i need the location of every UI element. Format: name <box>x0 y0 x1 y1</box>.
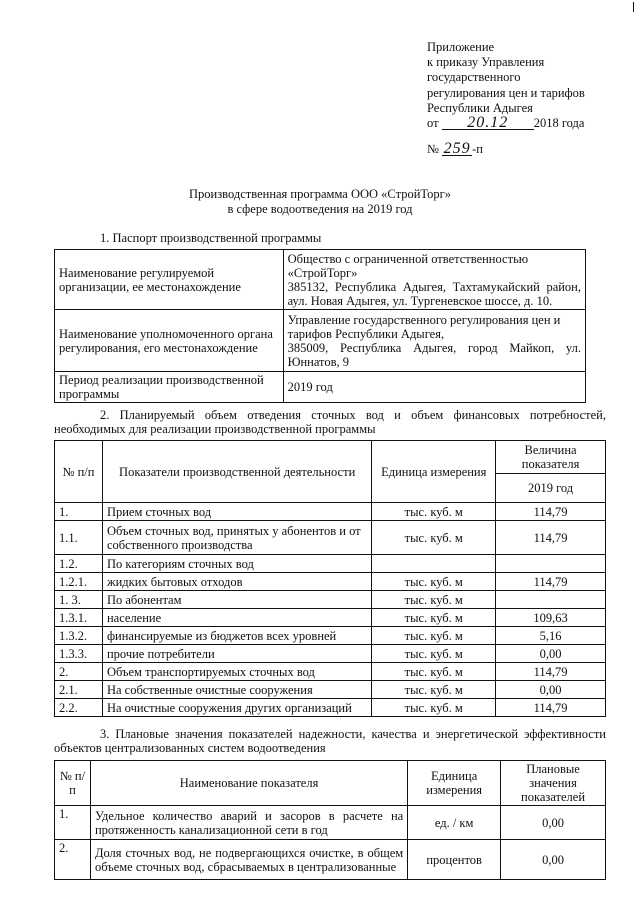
row-indicator: население <box>102 609 371 627</box>
header-indicator: Показатели производственной деятельности <box>102 441 371 503</box>
row-num: 1. <box>55 503 103 521</box>
header-name: Наименование показателя <box>90 761 407 806</box>
passport-label: Период реализации производственной программы <box>55 372 284 403</box>
indicators-table <box>54 760 606 880</box>
row-unit: ед. / км <box>408 806 501 840</box>
row-value: 114,79 <box>496 699 606 717</box>
row-value: 0,00 <box>501 840 606 880</box>
table-row <box>55 503 606 521</box>
row-value <box>496 555 606 573</box>
row-unit: тыс. куб. м <box>372 663 496 681</box>
passport-value: Управление государственного регулирования цен и тарифов Республики Адыгея, 385009, Республика Адыгея, город Майкоп, ул. Юннатов, 9 <box>283 310 585 372</box>
passport-table <box>54 249 586 403</box>
table-row <box>55 573 606 591</box>
table-row <box>55 609 606 627</box>
row-indicator: Объем транспортируемых сточных вод <box>102 663 371 681</box>
header-unit: Единица измерения <box>408 761 501 806</box>
row-value: 114,79 <box>496 663 606 681</box>
row-unit: тыс. куб. м <box>372 681 496 699</box>
header-value: Плановые значения показателей <box>501 761 606 806</box>
row-num: 1. 3. <box>55 591 103 609</box>
row-indicator: На очистные сооружения других организаций <box>102 699 371 717</box>
order-number: № 259 -п <box>427 140 483 157</box>
handwritten-number: 259 <box>443 140 471 157</box>
row-unit: тыс. куб. м <box>372 591 496 609</box>
table-header-row <box>55 441 606 474</box>
row-num: 1. <box>55 806 91 840</box>
row-value: 0,00 <box>501 806 606 840</box>
header-year: 2019 год <box>496 474 606 503</box>
row-unit: тыс. куб. м <box>372 645 496 663</box>
row-value: 0,00 <box>496 645 606 663</box>
passport-value: Общество с ограниченной ответственностью «СтройТорг» 385132, Республика Адыгея, Тахтамукайский район, аул. Новая Адыгея, ул. Тургеневское шоссе, д. 10. <box>283 250 585 310</box>
row-value: 114,79 <box>496 573 606 591</box>
row-value <box>496 591 606 609</box>
row-indicator: финансируемые из бюджетов всех уровней <box>102 627 371 645</box>
table-header-row <box>55 761 606 806</box>
row-value: 114,79 <box>496 503 606 521</box>
row-indicator: Прием сточных вод <box>102 503 371 521</box>
table-row <box>55 310 586 372</box>
passport-label: Наименование уполномоченного органа регулирования, его местонахождение <box>55 310 284 372</box>
row-num: 2. <box>55 840 91 880</box>
header-value: Величина показателя <box>496 441 606 474</box>
row-unit: тыс. куб. м <box>372 503 496 521</box>
row-num: 1.3.1. <box>55 609 103 627</box>
row-indicator: Объем сточных вод, принятых у абонентов и от собственного производства <box>102 521 371 555</box>
row-indicator: жидких бытовых отходов <box>102 573 371 591</box>
scan-mark <box>633 2 634 12</box>
row-unit: тыс. куб. м <box>372 521 496 555</box>
appendix-line: государственного <box>427 70 521 85</box>
row-num: 1.2.1. <box>55 573 103 591</box>
row-value: 114,79 <box>496 521 606 555</box>
section-2-heading: 2. Планируемый объем отведения сточных вод и объем финансовых потребностей, необходимых для реализации производственной программы <box>54 408 606 436</box>
row-name: Доля сточных вод, не подвергающихся очистке, в общем объеме сточных вод, сбрасываемых в централизованные <box>90 840 407 880</box>
row-unit: процентов <box>408 840 501 880</box>
appendix-line: Республики Адыгея <box>427 100 533 115</box>
row-unit <box>372 555 496 573</box>
production-table <box>54 440 606 717</box>
row-value: 109,63 <box>496 609 606 627</box>
table-row <box>55 555 606 573</box>
section-3-heading: 3. Плановые значения показателей надежности, качества и энергетической эффективности объектов централизованных систем водоотведения <box>54 727 606 755</box>
table-row <box>55 663 606 681</box>
table-row <box>55 699 606 717</box>
table-row <box>55 840 606 880</box>
row-unit: тыс. куб. м <box>372 609 496 627</box>
row-num: 2.2. <box>55 699 103 717</box>
table-row <box>55 250 586 310</box>
row-num: 2.1. <box>55 681 103 699</box>
row-value: 5,16 <box>496 627 606 645</box>
table-row <box>55 806 606 840</box>
passport-value: 2019 год <box>283 372 585 403</box>
document-title: Производственная программа ООО «СтройТорг» в сфере водоотведения на 2019 год <box>189 187 451 216</box>
passport-label: Наименование регулируемой организации, ее местонахождение <box>55 250 284 310</box>
table-row <box>55 372 586 403</box>
row-indicator: По категориям сточных вод <box>102 555 371 573</box>
row-num: 1.1. <box>55 521 103 555</box>
row-indicator: прочие потребители <box>102 645 371 663</box>
table-row <box>55 627 606 645</box>
appendix-line: регулирования цен и тарифов <box>427 85 585 100</box>
table-row <box>55 591 606 609</box>
header-unit: Единица измерения <box>372 441 496 503</box>
row-num: 1.3.2. <box>55 627 103 645</box>
handwritten-date: 20.12 <box>442 116 534 130</box>
table-row <box>55 521 606 555</box>
row-num: 1.3.3. <box>55 645 103 663</box>
appendix-line: Приложение <box>427 40 495 54</box>
row-num: 2. <box>55 663 103 681</box>
table-row <box>55 681 606 699</box>
row-unit: тыс. куб. м <box>372 699 496 717</box>
row-num: 1.2. <box>55 555 103 573</box>
header-num: № п/п <box>55 761 91 806</box>
row-unit: тыс. куб. м <box>372 573 496 591</box>
header-num: № п/п <box>55 441 103 503</box>
table-row <box>55 645 606 663</box>
row-indicator: По абонентам <box>102 591 371 609</box>
section-1-heading: 1. Паспорт производственной программы <box>100 231 322 245</box>
row-value: 0,00 <box>496 681 606 699</box>
row-unit: тыс. куб. м <box>372 627 496 645</box>
row-name: Удельное количество аварий и засоров в расчете на протяженность канализационной сети в год <box>90 806 407 840</box>
order-date: от 20.12 2018 года <box>427 114 585 132</box>
appendix-block <box>427 40 632 131</box>
appendix-line: к приказу Управления <box>427 55 545 70</box>
row-indicator: На собственные очистные сооружения <box>102 681 371 699</box>
